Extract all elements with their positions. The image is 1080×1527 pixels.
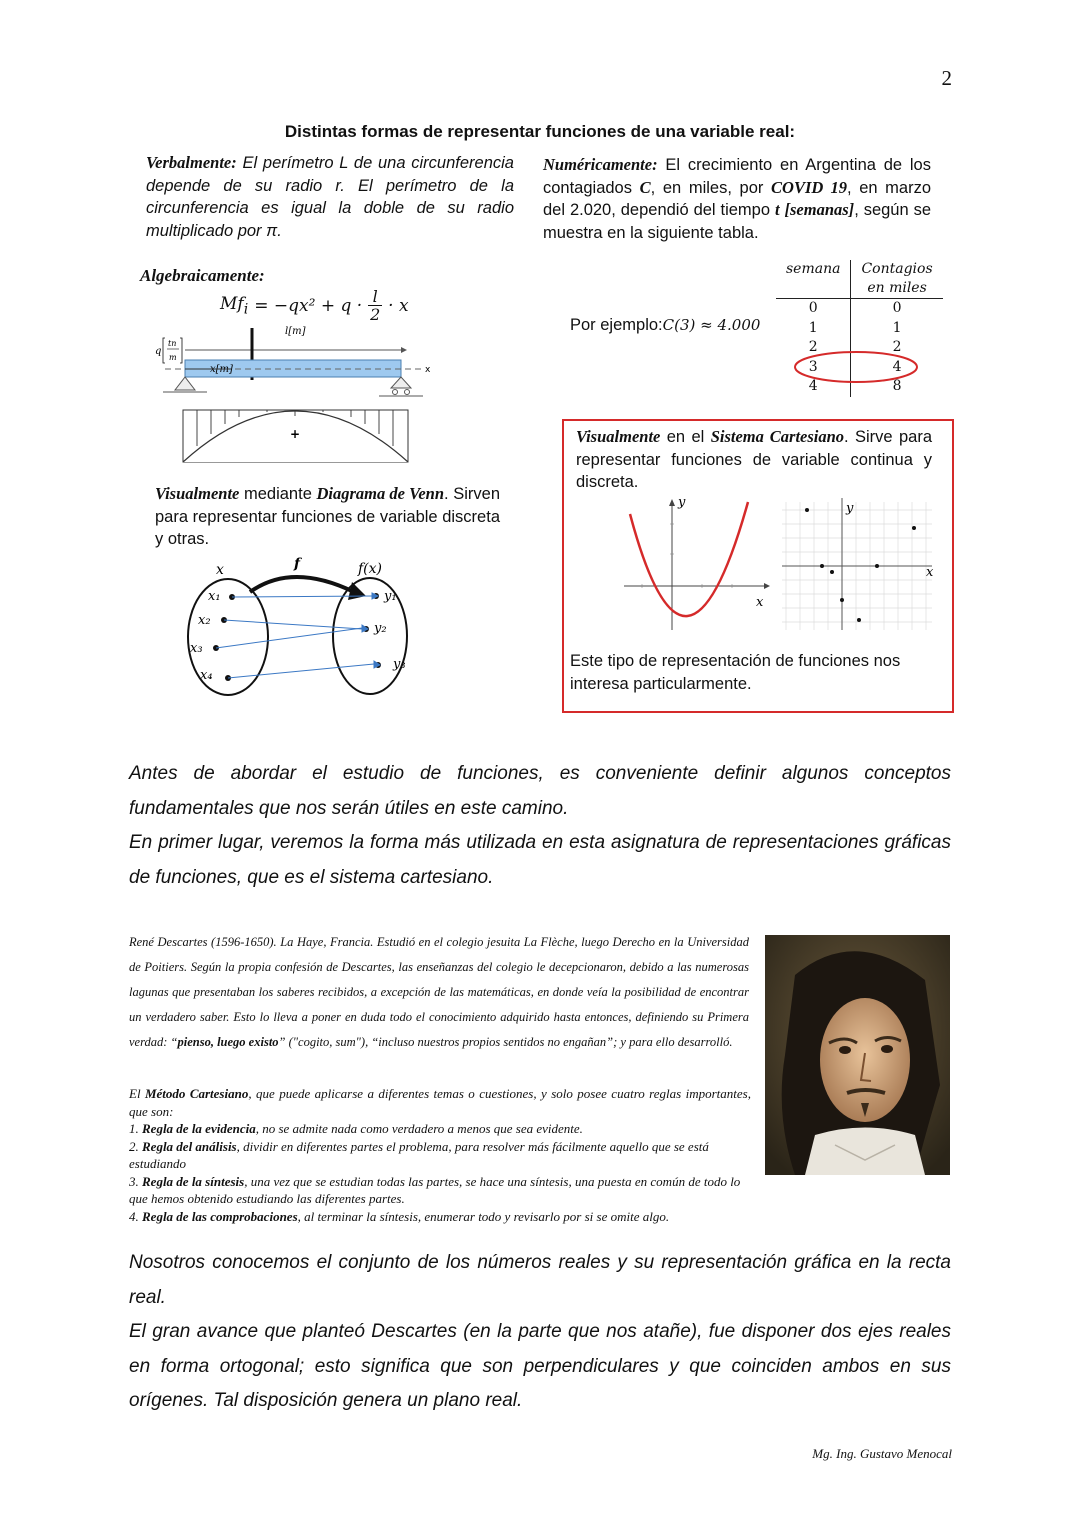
example-line <box>570 316 760 335</box>
method-rule-3 <box>129 1173 751 1208</box>
numeric-text-4: , según se muestra en la siguiente tabla. <box>543 201 932 242</box>
table-cell: 2 <box>892 339 902 355</box>
formula-fraction <box>368 288 382 323</box>
table-cell: 4 <box>776 377 851 397</box>
formula-lhs <box>220 294 248 317</box>
venn-codomain-2: y₂ <box>374 621 387 636</box>
beam-q-unit-num: tn <box>168 339 177 348</box>
table-cell: 1 <box>892 319 902 336</box>
cartesian-text-2: . Sirve para representar funciones de variable continua y discreta. <box>576 428 932 491</box>
method-name: Método Cartesiano <box>144 1086 249 1101</box>
verbal-text: El perímetro L de una circunferencia depende de su radio r. El perímetro de la circunferencia es igual la doble de su radio multiplicado por π. <box>146 154 514 240</box>
bio-text-2: ” ("cogito, sum"), “incluso nuestros propios sentidos no engañan”; y para ello desarrolló. <box>278 1035 733 1049</box>
rule-title: Regla de las comprobaciones <box>142 1208 298 1224</box>
rule-title: Regla de la evidencia <box>142 1121 256 1136</box>
table-row <box>776 319 943 339</box>
venn-x: x <box>216 562 224 578</box>
scatter-y-label: y <box>846 501 854 516</box>
intro-paragraph-1: Antes de abordar el estudio de funciones, es conveniente definir algunos conceptos fundamentales que nos serán útiles en este camino. <box>129 763 951 819</box>
method-intro <box>129 1085 751 1120</box>
bio-text-1: René Descartes (1596-1650). La Haye, Francia. Estudió en el colegio jesuita La Flèche, luego Derecho en la Universidad de Poitiers. Según la propia confesión de Descartes, las enseñanzas del colegio le decepcionaron, debido a las numerosas lagunas que presentaban los saberes recibidos, a excepción de las matemáticas, en donde veía la posibilidad de encontrar un verdadero saber. Esto lo lleva a poner en duda todo el conocimiento adquirido hasta entonces, definiendo su Primera verdad: “ <box>129 935 749 1049</box>
numeric-semanas: [semanas] <box>784 200 855 219</box>
method-rule-4 <box>129 1208 779 1226</box>
venn-fx: f(x) <box>358 561 383 577</box>
beam-q-unit-den: m <box>169 353 177 362</box>
rule-number: 4. <box>129 1208 142 1224</box>
rule-number: 1. <box>129 1121 142 1136</box>
cartesian-note: Este tipo de representación de funciones nos interesa particularmente. <box>570 652 901 693</box>
scatter-x-label: x <box>926 565 934 580</box>
table-cell: 2 <box>776 338 851 358</box>
method-rule-2 <box>129 1138 751 1173</box>
table-cell: 0 <box>776 299 851 319</box>
table-header-contagios-a: Contagios <box>861 261 933 277</box>
beam-plus: + <box>290 427 301 441</box>
venn-diag: Diagrama de Venn <box>316 484 445 503</box>
beam-l-label: l[m] <box>285 326 306 337</box>
venn-text-2: . Sirven para representar funciones de variable discreta y otras. <box>155 485 501 548</box>
algebraic-label: Algebraicamente: <box>140 266 265 285</box>
table-cell: 3 <box>776 358 851 378</box>
formula-rhs1: = −qx² + q · <box>254 295 363 316</box>
rule-number: 3. <box>129 1173 142 1189</box>
rule-text: , dividir en diferentes partes el problema, para resolver más fácilmente aquello que se está estudiando <box>129 1138 709 1171</box>
rule-number: 2. <box>129 1138 142 1154</box>
parabola-y-label: y <box>678 495 686 510</box>
formula-lhs-main: Mf <box>220 293 244 314</box>
venn-domain-4: x₄ <box>200 668 213 683</box>
descartes-bio <box>129 930 749 1055</box>
rule-title: Regla del análisis <box>142 1138 237 1154</box>
table-cell: 4 <box>892 358 902 375</box>
descartes-portrait <box>765 935 950 1175</box>
cartesian-method <box>129 1085 751 1225</box>
rule-text: , al terminar la síntesis, enumerar todo y revisarlo por si se omite algo. <box>297 1208 670 1224</box>
numeric-text-2: , en miles, por <box>650 178 764 197</box>
verbal-paragraph <box>146 152 514 242</box>
table-header-semana: semana <box>776 260 851 299</box>
numeric-label: Numéricamente: <box>543 155 658 174</box>
table-header-contagios <box>851 260 943 299</box>
frac-den: 2 <box>370 305 381 324</box>
rule-text: , una vez que se estudian todas las partes, se hace una síntesis, una puesta en común de todo lo que hemos obtenido estudiando las diferentes partes. <box>129 1173 741 1206</box>
numeric-covid: COVID 19 <box>771 177 847 197</box>
venn-domain-3: x₃ <box>190 641 203 656</box>
beam-x-label: x[m] <box>210 364 233 375</box>
parabola-x-label: x <box>756 595 764 610</box>
beam-axis-x: x <box>425 365 431 375</box>
cartesian-sist: Sistema Cartesiano <box>710 427 845 446</box>
table-header-contagios-b: en miles <box>867 280 927 296</box>
venn-label: Visualmente <box>155 484 240 503</box>
closing-paragraph-1: Nosotros conocemos el conjunto de los números reales y su representación gráfica en la recta real. <box>129 1252 951 1308</box>
method-rule-1 <box>129 1120 751 1138</box>
example-label: Por ejemplo: <box>570 316 663 334</box>
table-row <box>776 299 943 319</box>
method-text-a: El <box>129 1086 145 1101</box>
venn-diagram <box>182 552 422 702</box>
cartesian-label: Visualmente <box>576 427 661 446</box>
section-heading: Distintas formas de representar funciones de una variable real: <box>284 122 796 141</box>
verbal-label: Verbalmente: <box>146 153 237 172</box>
footer-author: Mg. Ing. Gustavo Menocal <box>812 1446 952 1461</box>
algebraic-formula <box>220 288 409 323</box>
numeric-t: t <box>774 200 780 219</box>
formula-lhs-sub: i <box>243 301 249 318</box>
formula-rhs2: · x <box>388 295 409 316</box>
intro-paragraph-2: En primer lugar, veremos la forma más utilizada en esta asignatura de representaciones gráficas de funciones, que es el sistema cartesiano. <box>129 832 951 888</box>
bio-quote: pienso, luego existo <box>177 1035 279 1049</box>
numeric-c: C <box>639 177 651 197</box>
venn-domain-1: x₁ <box>208 589 221 604</box>
parabola-graph <box>622 494 772 634</box>
venn-paragraph <box>155 483 500 551</box>
beam-q-label: q <box>155 346 162 357</box>
example-formula: C(3) ≈ 4.000 <box>662 316 761 334</box>
page-number: 2 <box>941 66 952 90</box>
frac-num: l <box>372 287 378 306</box>
rule-text: , no se admite nada como verdadero a menos que sea evidente. <box>255 1121 583 1136</box>
venn-codomain-3: y₃ <box>393 657 406 672</box>
rule-title: Regla de la síntesis <box>142 1173 245 1189</box>
method-text-c: , que puede aplicarse a diferentes temas o cuestiones, y solo posee cuatro reglas importantes, que son: <box>129 1086 751 1119</box>
numeric-text-1: El crecimiento en Argentina de los contagiados <box>543 156 931 197</box>
cartesian-text-1: en el <box>660 428 711 446</box>
table-cell: 1 <box>776 319 851 339</box>
numeric-paragraph <box>543 154 931 244</box>
scatter-graph <box>782 494 942 634</box>
venn-codomain-1: y₁ <box>384 589 397 604</box>
closing-paragraph-2: El gran avance que planteó Descartes (en la parte que nos atañe), fue disponer dos ejes reales en forma ortogonal; esto significa que son perpendiculares y que coinciden ambos en sus orígenes. Tal disposición genera un plano real. <box>129 1321 951 1411</box>
beam-diagram <box>155 320 445 468</box>
venn-f: f <box>294 556 301 572</box>
highlight-ellipse <box>792 350 922 384</box>
venn-domain-2: x₂ <box>198 613 211 628</box>
numeric-text-3: , en marzo del 2.020, dependió del tiempo <box>543 178 932 219</box>
cartesian-paragraph <box>576 426 932 494</box>
table-cell: 8 <box>892 378 902 394</box>
venn-text-1: mediante <box>239 485 317 503</box>
table-cell: 0 <box>892 300 902 316</box>
